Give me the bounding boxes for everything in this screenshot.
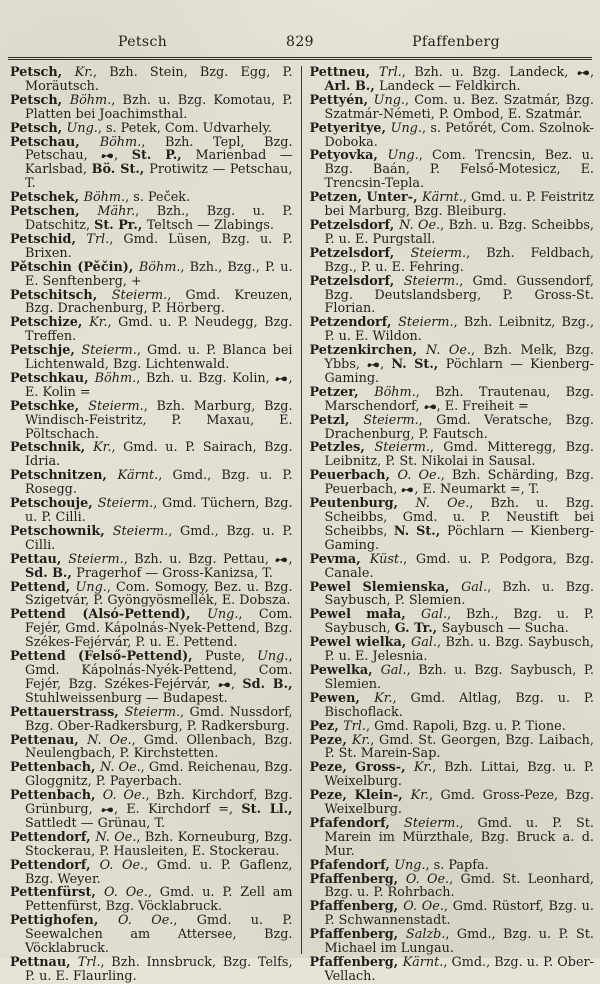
entry-text: , s. Petőrét, Com. Szolnok-Doboka.: [324, 120, 594, 150]
entry-bold: Pettend (Alsó-Pettend),: [10, 607, 208, 623]
directory-entry: [310, 344, 594, 386]
entry-region: Ung.: [387, 148, 419, 164]
entry-bold: Arl. B.,: [324, 78, 380, 94]
directory-entry: [10, 581, 293, 609]
entry-region: Böhm.: [138, 259, 181, 275]
directory-entry: [10, 372, 293, 400]
entry-bold: Pfaffenberg,: [309, 871, 406, 887]
entry-region: Salzb.: [405, 927, 446, 943]
entry-text: , Bzh. Melk, Bzg. Ybbs,: [324, 343, 594, 373]
entry-region: Trl.: [86, 231, 110, 247]
entry-text: , Bzh. Trautenau, Bzg. Marschendorf,: [324, 384, 594, 414]
entry-bold: Petschid,: [10, 231, 87, 247]
entry-text: Marienbad — Karlsbad,: [25, 148, 293, 178]
directory-entry: [310, 692, 594, 720]
entry-text: Pragerhof — Gross-Kanizsa, T.: [76, 565, 273, 581]
entry-text: , Gmd. Gross-Peze, Bzg. Weixelburg.: [324, 788, 594, 818]
entry-bold: Petschownik,: [10, 523, 113, 539]
posthorn-icon: [577, 69, 590, 77]
entry-region: Steierm.: [88, 398, 144, 414]
entry-bold: Peuerbach,: [309, 468, 398, 484]
entry-bold: Pewelka,: [309, 662, 381, 678]
entry-text: , Bzh. u. Bzg. Pettau,: [123, 551, 276, 567]
entry-text: , s. Petek, Com. Udvarhely.: [97, 120, 273, 136]
entry-region: O. Oe.: [104, 885, 148, 901]
entry-bold: Petschek,: [10, 190, 84, 206]
entry-bold: Petschitsch,: [10, 287, 112, 303]
entry-region: Steierm.: [111, 287, 168, 303]
entry-bold: Petschke,: [10, 398, 89, 414]
directory-entry: [10, 205, 293, 233]
directory-entry: [310, 553, 594, 581]
entry-text: , s. Peček.: [125, 190, 191, 206]
entry-region: Kr.: [74, 65, 93, 80]
entry-bold: Petyeritye,: [309, 120, 391, 136]
entry-bold: Petzl,: [309, 412, 364, 428]
entry-region: Kärnt.: [117, 468, 159, 484]
entry-bold: Peze, Klein-,: [309, 788, 411, 804]
directory-entry: [10, 441, 293, 469]
directory-entry: [10, 261, 293, 289]
entry-bold: Pfaffenberg,: [309, 955, 403, 970]
entry-region: O. Oe.: [99, 857, 145, 873]
entry-region: O. Oe.: [102, 788, 146, 804]
entry-text: , Bzh., Bzg. u. P. Datschitz,: [25, 204, 293, 233]
entry-text: , Gmd. Altlag, Bzg. u. P. Bischoflack.: [324, 690, 594, 720]
entry-text: , Gmd. u. P. Podgora, Bzg. Canale.: [324, 551, 594, 581]
entry-text: Stuhlweissenburg — Budapest.: [25, 690, 228, 706]
posthorn-icon: [367, 361, 380, 369]
posthorn-icon: [275, 556, 288, 564]
entry-bold: Sd. B.,: [25, 565, 77, 581]
directory-entry: [310, 441, 594, 469]
entry-region: O. Oe.: [405, 871, 450, 887]
directory-entry: [10, 289, 293, 317]
directory-entry: [310, 873, 594, 901]
column-right: [302, 65, 595, 984]
entry-region: Gal.: [380, 662, 407, 678]
entry-text: , Gmd., Bzg. u. P. St. Michael im Lungau.: [324, 927, 594, 957]
directory-entry: [10, 400, 293, 442]
directory-entry: [10, 789, 293, 831]
entry-text: , Gmd. u. P. Gaflenz, Bzg. Weyer.: [25, 857, 293, 887]
entry-bold: Pettendorf,: [10, 829, 96, 845]
running-head: [0, 34, 600, 54]
entry-text: Sattledt — Grünau, T.: [25, 815, 166, 831]
entry-text: , E. Kolin =: [25, 370, 293, 400]
entry-bold: Pfaffenberg,: [309, 899, 404, 915]
entry-region: Steierm.: [404, 815, 460, 831]
entry-region: Kärnt.: [402, 955, 444, 970]
entry-text: , Gmd. u. P. Blanca bei Lichtenwald, Bzg. Lichtenwald.: [25, 343, 293, 373]
entry-bold: Pettendorf,: [10, 857, 100, 873]
entry-text: , Gmd., Bzg. u. P. Cilli.: [25, 523, 293, 553]
directory-entry: [10, 608, 293, 650]
entry-text: , Gmd. Kreuzen, Bzg. Drachenburg, P. Hörberg.: [25, 287, 293, 317]
entry-bold: Petschouje,: [10, 496, 98, 512]
entry-text: , E. Freiheit =: [436, 398, 529, 414]
entry-text: , E. Kirchdorf =,: [113, 802, 242, 818]
entry-region: Böhm.: [99, 134, 142, 150]
entry-region: Ung.: [373, 92, 405, 108]
entry-text: Pöchlarn — Kienberg-Gaming.: [324, 523, 594, 553]
entry-region: Ung.: [390, 120, 422, 136]
directory-entry: [10, 650, 293, 706]
entry-bold: Pfafendorf,: [309, 857, 395, 873]
entry-text: Pöchlarn — Kienberg-Gaming.: [324, 357, 594, 386]
entry-text: , Gmd. u. P. Zell am Pettenfürst, Bzg. Vöcklabruck.: [25, 885, 293, 915]
entry-region: Böhm.: [94, 370, 137, 386]
directory-entry: [10, 706, 293, 734]
entry-region: Steierm.: [363, 412, 419, 428]
directory-entry: [310, 761, 594, 789]
entry-text: , s. Papfa.: [425, 857, 489, 873]
entry-bold: Pettenau,: [10, 732, 88, 748]
entry-bold: Petyovka,: [309, 148, 388, 164]
directory-entry: [310, 66, 594, 94]
entry-bold: Petschau,: [10, 134, 100, 150]
entry-region: Ung.: [75, 579, 107, 595]
entry-bold: Pettenfürst,: [10, 885, 105, 901]
directory-entry: [310, 817, 594, 859]
entry-text: , Gmd. Ollenbach, Bzg. Neulengbach, P. Kirchstetten.: [25, 732, 293, 762]
directory-entry: [10, 469, 293, 497]
entry-text: , Gmd., Bzg. u. P. Ober-Vellach.: [324, 955, 594, 984]
entry-bold: Pfafendorf,: [309, 815, 405, 831]
entry-text: , Bzh. Schärding, Bzg. Peuerbach,: [324, 468, 595, 498]
entry-text: , Gmd. u. P. Seewalchen am Attersee, Bzg. Vöcklabruck.: [25, 913, 293, 957]
directory-entry: [310, 720, 594, 734]
entry-text: , Bzh. Littai, Bzg. u. P. Weixelburg.: [324, 760, 594, 790]
entry-bold: Peutenburg,: [309, 496, 416, 512]
directory-entry: [310, 928, 594, 956]
directory-entry: [10, 525, 293, 553]
entry-region: Ung.: [207, 607, 239, 623]
directory-entry: [310, 275, 594, 317]
entry-bold: Pettend (Felső-Pettend),: [10, 649, 205, 665]
entry-text: , Gmd. St. Georgen, Bzg. Laibach, P. St. Marein-Sap.: [324, 732, 594, 762]
directory-entry: [310, 122, 594, 150]
entry-region: Trl.: [77, 955, 101, 970]
entry-text: , Bzh. u. Bzg. Saybusch, P. Slemien.: [324, 579, 594, 609]
entry-text: , Gmd. Nussdorf, Bzg. Ober-Radkersburg, P. Radkersburg.: [25, 704, 293, 734]
entry-region: Steierm.: [81, 343, 137, 359]
entry-text: , Gmd. Reichenau, Bzg. Gloggnitz, P. Payerbach.: [25, 760, 293, 790]
entry-bold: Petzelsdorf,: [309, 245, 411, 261]
entry-text: , Bzh. Kirchdorf, Bzg. Grünburg,: [25, 788, 293, 818]
entry-bold: Pettyén,: [309, 92, 374, 108]
header-rule: [8, 57, 592, 60]
entry-text: , Gmd. Tüchern, Bzg. u. P. Cilli.: [25, 496, 293, 525]
entry-bold: Petschje,: [10, 343, 82, 359]
entry-bold: Pettend,: [10, 579, 76, 595]
directory-entry: [310, 219, 594, 247]
entry-bold: Pettenbach,: [10, 760, 100, 776]
directory-entry: [310, 636, 594, 664]
directory-entry: [310, 497, 594, 553]
entry-text: , Bzh. u. Bzg. Saybusch, P. Slemien.: [324, 662, 594, 692]
entry-bold: Bö. St.,: [91, 162, 150, 178]
entry-text: , Com. Somogy, Bez. u. Bzg. Szigetvár, P. Gyöngyösmellék, E. Dobsza.: [25, 579, 293, 609]
entry-region: N. Oe.: [425, 343, 471, 359]
directory-entry: [10, 497, 293, 525]
directory-entry: [310, 414, 594, 442]
directory-entry: [310, 859, 594, 873]
entry-bold: Petzer,: [309, 384, 375, 400]
entry-region: O. Oe.: [397, 468, 441, 484]
directory-entry: [310, 149, 594, 191]
entry-text: ,: [288, 551, 293, 567]
directory-entry: [310, 900, 594, 928]
entry-text: , Bzh. Stein, Bzg. Egg, P. Moräutsch.: [25, 65, 293, 94]
entry-text: Teltsch — Zlabings.: [146, 217, 274, 233]
entry-region: Steierm.: [398, 315, 454, 331]
entry-text: ,: [114, 148, 132, 164]
entry-bold: Petschize,: [10, 315, 90, 331]
directory-entry: [10, 859, 293, 887]
entry-text: , Gmd. Veratsche, Bzg. Drachenburg, P. Fautsch.: [324, 412, 594, 442]
entry-text: Protiwitz — Petschau, T.: [25, 162, 293, 192]
entry-text: , Gmd. Rüstorf, Bzg. u. P. Schwannenstadt.: [324, 899, 594, 929]
entry-text: , Gmd. Mitteregg, Bzg. Leibnitz, P. St. Nikolai in Sausal.: [324, 440, 594, 470]
directory-entry: [310, 789, 594, 817]
entry-bold: Petzelsdorf,: [309, 273, 404, 289]
entry-text: , Bzh., Bzg., P. u. E. Senftenberg, +: [25, 259, 293, 289]
entry-text: ,: [230, 676, 243, 692]
entry-region: Kärnt.: [422, 190, 463, 206]
entry-text: , Com. u. Bez. Szatmár, Bzg. Szatmár-Németi, P. Ombod, E. Szatmár.: [324, 92, 594, 122]
entry-text: , Gmd. u. P. St. Marein im Mürzthale, Bzg. Bruck a. d. Mur.: [324, 815, 595, 859]
entry-region: Küst.: [369, 551, 404, 567]
entry-region: Steierm.: [374, 440, 430, 456]
entry-region: Gal.: [461, 579, 488, 595]
entry-text: , Gmd., Bzg. u. P. Rosegg.: [25, 468, 293, 498]
column-left: [10, 65, 299, 984]
entry-region: Ung.: [66, 120, 98, 136]
entry-bold: N. St.,: [391, 357, 446, 373]
entry-bold: Petzenkirchen,: [309, 343, 426, 359]
entry-region: N. Oe.: [99, 760, 141, 776]
entry-text: Puste,: [204, 649, 258, 665]
entry-text: , Gmd. u. P. Sairach, Bzg. Idria.: [25, 440, 293, 470]
entry-bold: St. Pr.,: [94, 217, 147, 233]
running-head-left: Petsch: [118, 34, 168, 50]
entry-bold: Pewen,: [309, 690, 375, 706]
entry-bold: Sd. B.,: [242, 676, 293, 692]
directory-entry: [310, 734, 594, 762]
entry-text: , Gmd. St. Leonhard, Bzg. u. P. Rohrbach.: [324, 871, 594, 901]
entry-text: , Bzh. u. Bzg. Komotau, P. Platten bei Joachimsthal.: [25, 92, 293, 122]
entry-bold: Petschkau,: [10, 370, 95, 386]
entry-region: Kr.: [413, 760, 433, 776]
entry-bold: Petzles,: [309, 440, 375, 456]
entry-bold: N. St.,: [393, 523, 448, 539]
entry-region: Böhm.: [83, 190, 126, 206]
entry-text: , Bzh. u. Bzg. Kolin,: [136, 370, 276, 386]
entry-bold: Pettneu,: [309, 65, 379, 80]
entry-region: N. Oe.: [399, 217, 441, 233]
entry-bold: St. Ll.,: [241, 802, 293, 818]
entry-bold: Petsch,: [10, 92, 70, 108]
directory-entry: [10, 956, 293, 984]
entry-text: , Bzh. Tepl, Bzg. Petschau,: [25, 134, 293, 164]
entry-region: Kr.: [410, 788, 429, 804]
directory-entry: [10, 136, 293, 192]
entry-text: , E. Neumarkt =, T.: [414, 482, 540, 498]
entry-text: , Gmd. Lüsen, Bzg. u. P. Brixen.: [25, 231, 293, 261]
entry-text: , Bzh. u. Bzg. Scheibbs, P. u. E. Purgstall.: [324, 217, 594, 247]
entry-text: , Com. Fejér, Gmd. Kápolnás-Nyek-Pettend, Bzg. Székes-Fejérvár, P. u. E. Pettend.: [25, 607, 293, 651]
entry-text: , Bzh. u. Bzg. Landeck,: [401, 65, 577, 80]
entry-bold: Pevma,: [309, 551, 370, 567]
entry-text: , Gmd. u. P. Neudegg, Bzg. Treffen.: [25, 315, 293, 345]
entry-region: Mähr.: [97, 204, 136, 220]
entry-text: , Gmd. Kápolnás-Nyék-Pettend, Com. Fejér, Bzg. Székes-Fejérvár,: [25, 649, 293, 692]
entry-text: , Bzh. Korneuburg, Bzg. Stockerau, P. Hausleiten, E. Stockerau.: [25, 829, 293, 859]
directory-entry: [10, 886, 293, 914]
entry-text: , Bzh. Innsbruck, Bzg. Telfs, P. u. E. Flaurling.: [25, 955, 293, 984]
directory-entry: [10, 122, 293, 136]
entry-bold: Pewel mała,: [309, 607, 422, 623]
posthorn-icon: [424, 403, 437, 411]
entry-region: Kr.: [89, 315, 108, 331]
page-number: 829: [286, 34, 314, 50]
posthorn-icon: [101, 152, 114, 160]
entry-region: Ung.: [394, 857, 426, 873]
entry-bold: Pettighofen,: [10, 913, 119, 929]
entry-bold: Pez,: [309, 718, 344, 734]
posthorn-icon: [275, 375, 288, 383]
entry-bold: Pettau,: [10, 551, 69, 567]
directory-entry: [310, 386, 594, 414]
directory-entry: [10, 66, 293, 94]
entry-bold: Petsch,: [10, 65, 75, 80]
entry-region: Kr.: [351, 732, 371, 748]
directory-entry: [310, 664, 594, 692]
directory-entry: [310, 94, 594, 122]
entry-text: , Bzh. Feldbach, Bzg., P. u. E. Fehring.: [324, 245, 594, 275]
entry-text: Landeck — Feldkirch.: [379, 78, 521, 94]
entry-text: ,: [589, 65, 595, 80]
entry-region: Steierm.: [410, 245, 467, 261]
entry-bold: Pettauerstrass,: [10, 704, 125, 720]
entry-region: Trl.: [343, 718, 366, 734]
entry-region: Gal.: [421, 607, 448, 623]
entry-region: O. Oe.: [118, 913, 174, 929]
directory-entry: [310, 247, 594, 275]
entry-region: N. Oe.: [415, 496, 470, 512]
entry-bold: Pewel wielka,: [309, 635, 412, 651]
entry-region: Gal.: [411, 635, 438, 651]
columns: [10, 65, 595, 984]
entry-region: Kr.: [93, 440, 112, 456]
entry-bold: Peze, Gross-,: [309, 760, 414, 776]
entry-bold: Petzen, Unter-,: [309, 190, 423, 206]
posthorn-icon: [101, 806, 114, 814]
entry-text: , Gmd. u. P. Feistritz bei Marburg, Bzg. Bleiburg.: [324, 190, 594, 220]
directory-entry: [310, 469, 594, 497]
entry-bold: Petschnik,: [10, 440, 94, 456]
entry-text: , Bzh. Marburg, Bzg. Windisch-Feistritz, P. Maxau, E. Pöltschach.: [25, 398, 293, 442]
entry-text: , Gmd. Gussendorf, Bzg. Deutslandsberg, P. Gross-St. Florian.: [324, 273, 594, 317]
entry-region: N. Oe.: [87, 732, 132, 748]
entry-bold: Pfaffenberg,: [309, 927, 406, 943]
entry-region: Steierm.: [403, 273, 460, 289]
entry-region: Steierm.: [112, 523, 169, 539]
entry-text: ,: [380, 357, 392, 373]
directory-entry: [10, 734, 293, 762]
directory-entry: [310, 316, 594, 344]
directory-entry: [10, 344, 293, 372]
entry-bold: Petzendorf,: [309, 315, 399, 331]
entry-bold: Petzelsdorf,: [309, 217, 400, 233]
entry-region: Ung.: [257, 649, 289, 665]
directory-entry: [310, 956, 594, 984]
directory-entry: [310, 608, 594, 636]
entry-region: Trl.: [378, 65, 402, 80]
entry-bold: Petschen,: [10, 204, 98, 220]
directory-entry: [310, 191, 594, 219]
entry-region: N. Oe.: [95, 829, 137, 845]
directory-entry: [10, 761, 293, 789]
entry-region: Böhm.: [69, 92, 112, 108]
posthorn-icon: [401, 486, 414, 494]
directory-entry: [10, 94, 293, 122]
entry-bold: Petsch,: [10, 120, 67, 136]
entry-bold: Peze,: [309, 732, 352, 748]
entry-bold: G. Tr.,: [394, 621, 442, 637]
directory-entry: [310, 581, 594, 609]
entry-bold: St. P.,: [131, 148, 196, 164]
entry-region: Steierm.: [68, 551, 124, 567]
entry-bold: Pětschin (Pěčin),: [10, 259, 139, 275]
directory-entry: [10, 233, 293, 261]
directory-entry: [10, 191, 293, 205]
entry-region: Böhm.: [374, 384, 416, 400]
entry-text: , Bzh. u. Bzg. Saybusch, P. u. E. Jelesnia.: [324, 635, 594, 665]
entry-text: , Gmd. Rapoli, Bzg. u. P. Tione.: [365, 718, 566, 734]
posthorn-icon: [218, 681, 231, 689]
entry-bold: Pewel Slemienska,: [309, 579, 462, 595]
entry-region: Steierm.: [97, 496, 154, 512]
entry-text: , Bzh. Leibnitz, Bzg., P. u. E. Wildon.: [324, 315, 595, 345]
entry-bold: Pettenbach,: [10, 788, 103, 804]
directory-entry: [10, 553, 293, 581]
entry-text: Saybusch — Sucha.: [441, 621, 569, 637]
entry-text: , Bzh., Bzg. u. P. Saybusch,: [324, 607, 594, 637]
entry-bold: Petschnitzen,: [10, 468, 118, 484]
entry-region: Kr.: [374, 690, 393, 706]
directory-entry: [10, 831, 293, 859]
entry-bold: Pettnau,: [10, 955, 78, 970]
directory-entry: [10, 914, 293, 956]
running-head-right: Pfaffenberg: [412, 34, 500, 50]
entry-text: , Com. Trencsin, Bez. u. Bzg. Baán, P. Felső-Motesicz, E. Trencsin-Tepla.: [324, 148, 594, 192]
entry-region: Steierm.: [124, 704, 181, 720]
entry-text: , Bzh. u. Bzg. Scheibbs, Gmd. u. P. Neustift bei Scheibbs,: [324, 496, 594, 539]
entry-region: O. Oe.: [403, 899, 444, 915]
directory-entry: [10, 316, 293, 344]
